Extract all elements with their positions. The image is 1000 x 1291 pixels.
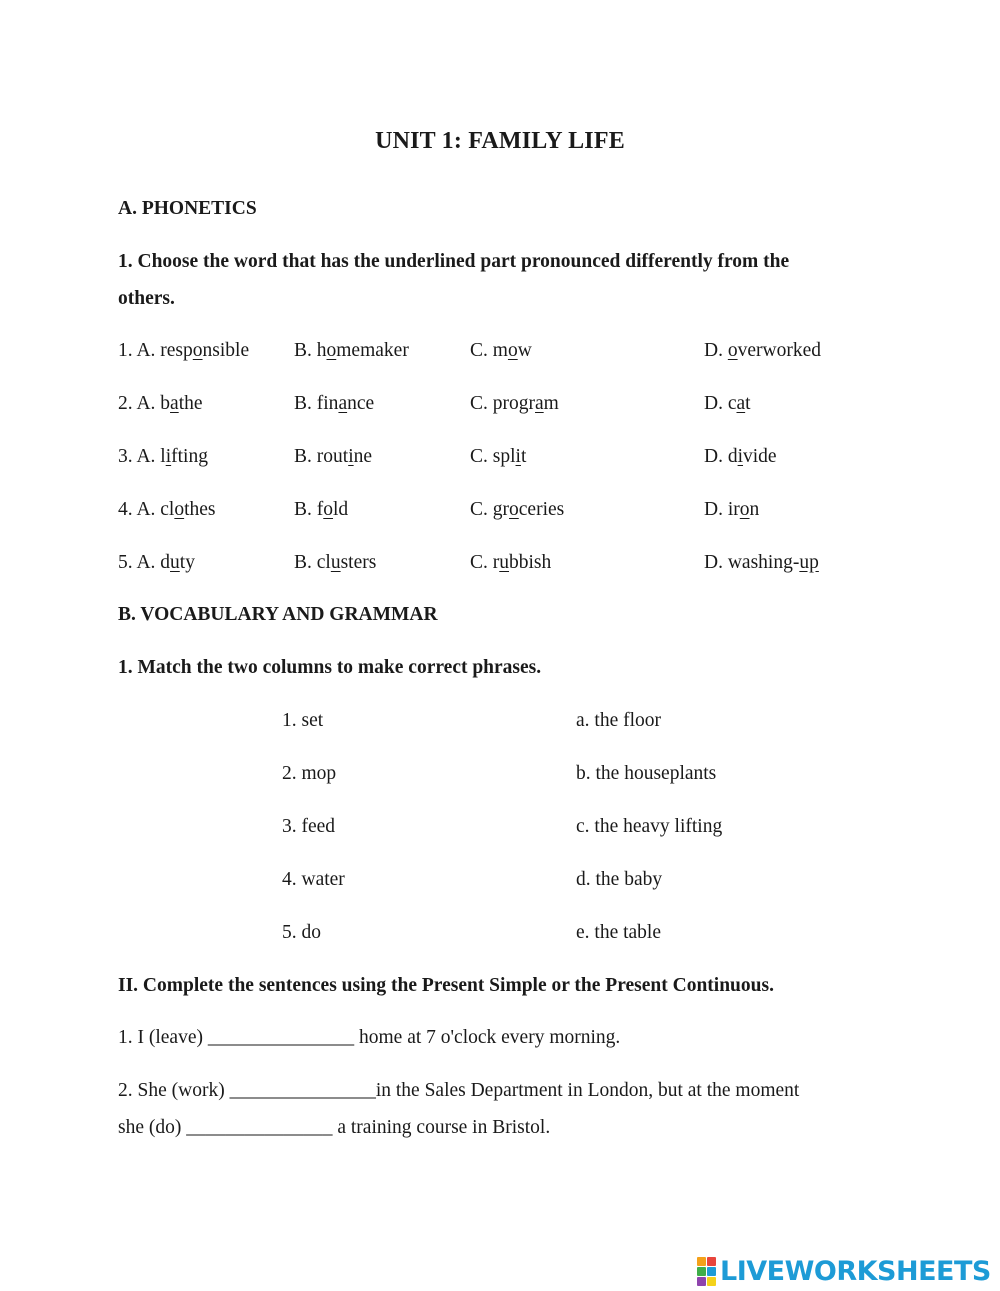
underlined-part: a [338, 393, 348, 414]
option-letter: D. [704, 393, 728, 414]
phonetics-option[interactable] [704, 499, 759, 521]
option-letter: C. [470, 393, 493, 414]
sentence-2-line-1 [118, 1080, 799, 1102]
sentence-2-blank-1[interactable]: _______________ [229, 1080, 376, 1101]
word-part: ir [727, 499, 740, 520]
word-part: h [316, 340, 327, 361]
matching-right-item: e. the table [576, 922, 661, 943]
word-part: r [492, 552, 500, 573]
matching-instruction: 1. Match the two columns to make correct phrases. [118, 657, 542, 678]
underlined-part: i [165, 446, 172, 467]
word-part: m [543, 393, 559, 414]
option-letter: C. [470, 446, 493, 467]
option-letter: D. [704, 499, 728, 520]
question-number: 5. [118, 552, 137, 573]
sentence-1 [118, 1027, 620, 1049]
matching-right-item: d. the baby [576, 869, 663, 890]
word-part: d [160, 552, 171, 573]
sentence-2-rest: in the Sales Department in London, but at the moment [375, 1080, 800, 1101]
underlined-part: i [348, 446, 354, 467]
word-part: cl [316, 552, 331, 573]
phonetics-option[interactable] [118, 446, 208, 468]
logo-cube [707, 1277, 716, 1286]
matching-left-item: 5. do [282, 922, 321, 943]
underlined-part: o [739, 499, 750, 520]
underlined-part: o [326, 340, 337, 361]
underlined-part: u [499, 552, 510, 573]
phonetics-option[interactable] [704, 340, 821, 362]
underlined-part: a [170, 393, 179, 414]
phonetics-option[interactable] [294, 446, 372, 468]
word-part: rout [316, 446, 349, 467]
word-part: w [517, 340, 532, 361]
underlined-part: o [323, 499, 334, 520]
phonetics-option[interactable] [294, 393, 374, 415]
option-letter: D. [704, 340, 728, 361]
word-part: c [727, 393, 737, 414]
option-letter: B. [294, 499, 317, 520]
phonetics-option[interactable] [294, 552, 376, 574]
phonetics-option[interactable] [118, 393, 203, 415]
underlined-part: u [330, 552, 341, 573]
underlined-part: o [174, 499, 185, 520]
word-part: vide [743, 446, 777, 467]
word-part: ld [333, 499, 349, 520]
matching-left-item: 1. set [282, 710, 324, 731]
word-part: n [749, 499, 760, 520]
logo-text: LIVEWORKSHEETS [720, 1255, 991, 1287]
word-part: l [160, 446, 166, 467]
word-part: fting [171, 446, 208, 467]
phonetics-option[interactable] [118, 552, 195, 574]
option-letter: D. [704, 446, 728, 467]
option-letter: A. [136, 499, 161, 520]
word-part: memaker [336, 340, 409, 361]
sentence-2-blank-2[interactable]: _______________ [186, 1117, 333, 1138]
sentence-2b-rest: a training course in Bristol. [332, 1117, 551, 1138]
option-letter: B. [294, 340, 317, 361]
section-a-heading: A. PHONETICS [118, 198, 257, 219]
word-part: verworked [737, 340, 821, 361]
underlined-part: up [799, 552, 819, 573]
logo-cube [697, 1277, 706, 1286]
word-part: nsible [202, 340, 250, 361]
underlined-part: a [535, 393, 544, 414]
logo-cube [697, 1267, 706, 1276]
underlined-part: i [737, 446, 744, 467]
phonetics-option[interactable] [470, 552, 551, 574]
page-title: UNIT 1: FAMILY LIFE [375, 128, 625, 154]
word-part: progr [492, 393, 536, 414]
phonetics-option[interactable] [118, 340, 249, 362]
phonetics-option[interactable] [704, 552, 819, 574]
option-letter: A. [136, 446, 161, 467]
word-part: d [727, 446, 738, 467]
question-number: 3. [118, 446, 137, 467]
phonetics-option[interactable] [470, 340, 532, 362]
matching-left-item: 2. mop [282, 763, 337, 784]
option-letter: C. [470, 552, 493, 573]
option-letter: C. [470, 499, 493, 520]
word-part: spl [492, 446, 516, 467]
matching-right-item: c. the heavy lifting [576, 816, 723, 837]
liveworksheets-logo[interactable] [697, 1256, 991, 1286]
word-part: resp [160, 340, 193, 361]
underlined-part: o [727, 340, 738, 361]
word-part: t [520, 446, 527, 467]
underlined-part: u [170, 552, 180, 573]
section-b-heading: B. VOCABULARY AND GRAMMAR [118, 604, 438, 625]
phonetics-option[interactable] [470, 446, 526, 468]
word-part: fin [316, 393, 339, 414]
option-letter: B. [294, 393, 317, 414]
matching-right-item: a. the floor [576, 710, 662, 731]
word-part: m [492, 340, 508, 361]
phonetics-instruction-line-1: 1. Choose the word that has the underlined part pronounced differently from the [118, 251, 790, 272]
sentence-1-prompt: 1. I (leave) [118, 1027, 208, 1048]
underlined-part: a [736, 393, 746, 414]
phonetics-instruction-line-2: others. [118, 288, 175, 309]
matching-left-item: 3. feed [282, 816, 336, 837]
word-part: gr [492, 499, 510, 520]
option-letter: A. [136, 340, 161, 361]
option-letter: A. [136, 552, 161, 573]
question-number: 1. [118, 340, 137, 361]
option-letter: B. [294, 552, 317, 573]
phonetics-option[interactable] [294, 340, 409, 362]
word-part: thes [184, 499, 216, 520]
sentence-2-prompt: 2. She (work) [118, 1080, 230, 1101]
underlined-part: o [507, 340, 518, 361]
phonetics-option[interactable] [704, 446, 777, 468]
underlined-part: o [509, 499, 519, 520]
logo-cube [707, 1267, 716, 1276]
phonetics-option[interactable] [470, 393, 559, 415]
word-part: nce [347, 393, 375, 414]
tenses-instruction: II. Complete the sentences using the Present Simple or the Present Continuous. [118, 975, 774, 996]
word-part: ty [179, 552, 195, 573]
phonetics-option[interactable] [294, 499, 348, 521]
word-part: ceries [518, 499, 565, 520]
word-part: bbish [509, 552, 552, 573]
liveworksheets-cubes-icon [697, 1257, 716, 1286]
sentence-1-rest: home at 7 o'clock every morning. [354, 1027, 621, 1048]
phonetics-option[interactable] [470, 499, 564, 521]
underlined-part: o [192, 340, 203, 361]
logo-cube [707, 1257, 716, 1266]
logo-cube [697, 1257, 706, 1266]
word-part: t [745, 393, 751, 414]
question-number: 2. [118, 393, 137, 414]
word-part: cl [160, 499, 175, 520]
word-part: washing- [727, 552, 800, 573]
underlined-part: i [515, 446, 521, 467]
sentence-1-blank[interactable]: _______________ [207, 1027, 355, 1048]
option-letter: A. [136, 393, 161, 414]
word-part: b [160, 393, 171, 414]
option-letter: B. [294, 446, 317, 467]
question-number: 4. [118, 499, 137, 520]
word-part: the [178, 393, 203, 414]
word-part: ne [353, 446, 373, 467]
word-part: f [316, 499, 324, 520]
option-letter: C. [470, 340, 493, 361]
matching-right-item: b. the houseplants [576, 763, 717, 784]
matching-left-item: 4. water [282, 869, 345, 890]
phonetics-option[interactable] [118, 499, 216, 521]
word-part: sters [340, 552, 377, 573]
sentence-2-line-2 [118, 1117, 550, 1139]
option-letter: D. [704, 552, 728, 573]
phonetics-option[interactable] [704, 393, 751, 415]
sentence-2b-prompt: she (do) [118, 1117, 187, 1138]
